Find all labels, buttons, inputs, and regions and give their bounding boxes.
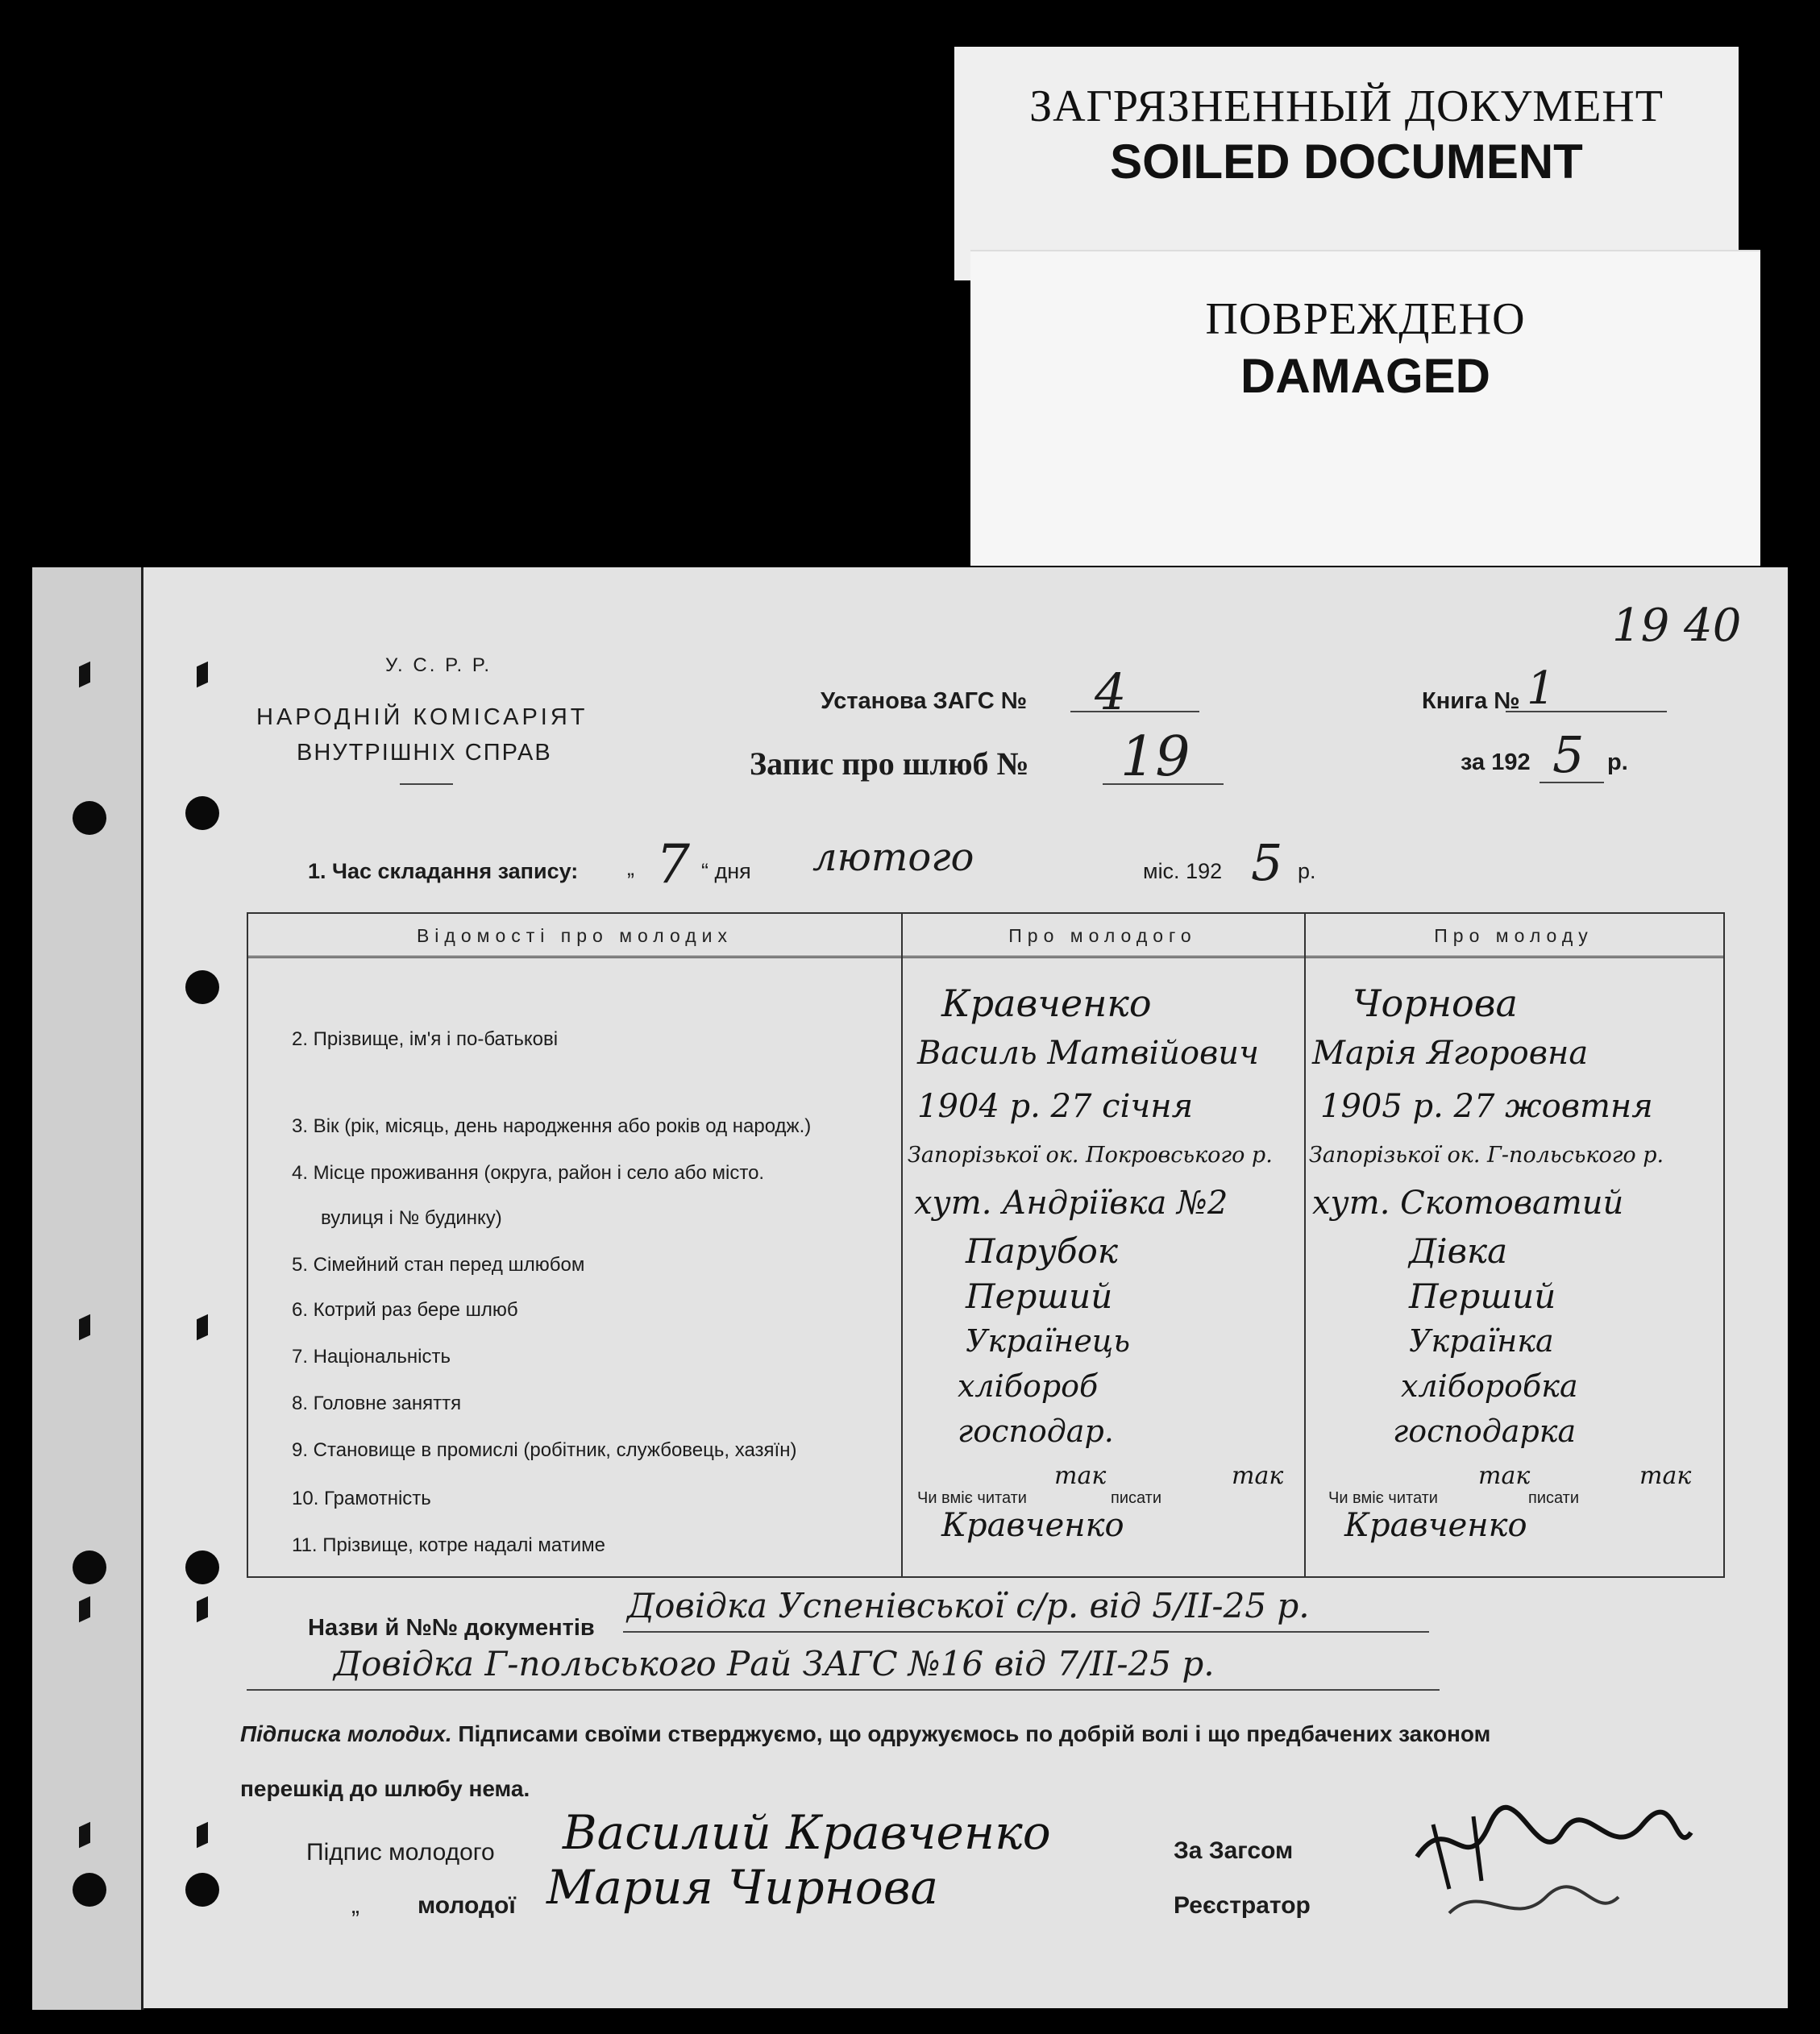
book-underline	[1506, 711, 1667, 712]
year-suffix: р.	[1607, 749, 1628, 775]
row-label-marital-status: 5. Сімейний стан перед шлюбом	[292, 1254, 585, 1276]
bride-birth: 1905 р. 27 жовтня	[1320, 1088, 1653, 1125]
table-column-rule	[901, 914, 903, 1576]
pledge-line1	[240, 1721, 1490, 1747]
punch-hole	[185, 1550, 219, 1584]
office-underline	[1070, 711, 1199, 712]
marriage-record-sheet	[143, 567, 1788, 2008]
documents-line2: Довідка Г-польського Рай ЗАГС №16 від 7/II-25 р.	[334, 1644, 1215, 1683]
row-label-name: 2. Прізвище, ім'я і по-батькові	[292, 1028, 559, 1050]
binding-nick	[197, 1314, 208, 1341]
office-label: Установа ЗАГС №	[821, 688, 1028, 714]
bride-residence-district: Запорізької ок. Г-польського р.	[1309, 1143, 1664, 1168]
punch-hole	[185, 1873, 219, 1907]
bride-residence-village: хут. Скотоватий	[1312, 1185, 1624, 1222]
punch-hole	[73, 1550, 106, 1584]
bride-signature: Мария Чирнова	[546, 1860, 939, 1915]
record-title: Запис про шлюб №	[750, 745, 1029, 782]
groom-future-surname: Кравченко	[941, 1507, 1124, 1544]
punch-hole	[73, 801, 106, 835]
zags-official-signature	[1401, 1792, 1707, 1937]
item1-label: 1. Час складання запису:	[308, 859, 579, 883]
pledge-line2: перешкід до шлюбу нема.	[240, 1776, 530, 1801]
table-header-rule	[248, 956, 1723, 958]
groom-signature-label: Підпис молодого	[306, 1839, 495, 1866]
row-label-position: 9. Становище в промислі (робітник, службовець, хазяїн)	[292, 1439, 797, 1461]
record-number: 19	[1120, 725, 1190, 789]
pledge-lead: Підписка молодих.	[240, 1721, 452, 1746]
year-prefix: за 192	[1461, 749, 1531, 775]
bride-signature-label: молодої	[418, 1892, 516, 1919]
row-label-future-surname: 11. Прізвище, котре надалі матиме	[292, 1534, 605, 1556]
bride-nationality: Українка	[1409, 1323, 1554, 1359]
zags-label: За Загсом	[1174, 1837, 1294, 1864]
item1-suffix: р.	[1298, 859, 1316, 883]
groom-nationality: Українець	[966, 1323, 1131, 1359]
record-underline	[1103, 783, 1224, 785]
groom-can-write: так	[1232, 1462, 1284, 1490]
record-year: 5	[1552, 725, 1585, 784]
item1-month-label: міс. 192	[1143, 859, 1223, 883]
year-underline	[1540, 782, 1604, 783]
groom-residence-village: хут. Андріївка №2	[914, 1185, 1228, 1222]
row-label-literacy: 10. Грамотність	[292, 1488, 431, 1509]
groom-marriage-count: Перший	[966, 1276, 1113, 1316]
record-day-year: 5	[1251, 833, 1283, 892]
row-label-occupation: 8. Головне заняття	[292, 1393, 462, 1414]
groom-can-read: так	[1054, 1462, 1107, 1490]
bride-signature-prefix: „	[351, 1892, 359, 1919]
groom-residence-district: Запорізької ок. Покровського р.	[908, 1143, 1273, 1168]
col-header-bride: Про молоду	[1434, 925, 1594, 946]
record-month: лютого	[812, 835, 974, 880]
row-label-residence-line2: вулиця і № будинку)	[321, 1207, 502, 1229]
bride-given-names: Марія Ягоровна	[1312, 1035, 1589, 1072]
row-label-residence: 4. Місце проживання (округа, район і село або місто.	[292, 1162, 765, 1184]
binding-nick	[79, 662, 90, 688]
row-label-age: 3. Вік (рік, місяць, день народження або років од народж.)	[292, 1115, 812, 1137]
record-day: 7	[656, 833, 690, 895]
soiled-document-label	[954, 47, 1739, 280]
binding-nick	[197, 1596, 208, 1623]
bride-marital-status: Дівка	[1409, 1231, 1508, 1271]
department-label: ВНУТРІШНІХ СПРАВ	[297, 740, 552, 766]
bride-occupation: хліборобка	[1401, 1368, 1578, 1404]
spouse-details-table	[247, 912, 1725, 1578]
col-header-groom: Про молодого	[1008, 925, 1197, 946]
punch-hole	[73, 1873, 106, 1907]
bride-position: господарка	[1393, 1413, 1577, 1449]
damaged-label-ru: ПОВРЕЖДЕНО	[1205, 294, 1526, 344]
header-divider	[400, 783, 453, 785]
documents-line1: Довідка Успенівської с/р. від 5/II-25 р.	[627, 1586, 1310, 1625]
soiled-label-en: SOILED DOCUMENT	[1110, 135, 1583, 189]
groom-literacy-write-label: писати	[1111, 1489, 1162, 1507]
pledge-text: Підписами своїми стверджуємо, що одружуємось по добрій волі і що предбачених законом	[458, 1721, 1491, 1746]
punch-hole	[185, 796, 219, 830]
commissariat-label: НАРОДНІЙ КОМІСАРІЯТ	[256, 704, 588, 730]
bride-literacy-read-label: Чи вміє читати	[1328, 1489, 1438, 1507]
damaged-label-en: DAMAGED	[1240, 349, 1490, 403]
binding-nick	[197, 1822, 208, 1849]
damaged-document-label	[970, 251, 1760, 566]
soiled-label-ru: ЗАГРЯЗНЕННЫЙ ДОКУМЕНТ	[1029, 81, 1664, 131]
bride-surname: Чорнова	[1353, 982, 1518, 1025]
groom-marital-status: Парубок	[966, 1231, 1118, 1271]
groom-birth: 1904 р. 27 січня	[917, 1088, 1194, 1125]
book-number: 1	[1527, 662, 1556, 715]
binding-nick	[79, 1596, 90, 1623]
registrar-label: Реєстратор	[1174, 1892, 1311, 1919]
bride-can-write: так	[1639, 1462, 1692, 1490]
documents-underline	[623, 1631, 1429, 1633]
archive-page-number: 19 40	[1612, 600, 1742, 652]
table-column-rule	[1304, 914, 1306, 1576]
col-header-info: Відомості про молодих	[416, 925, 733, 946]
item1-day-label: “ дня	[701, 859, 751, 883]
documents-underline	[247, 1689, 1440, 1691]
republic-label: У. С. Р. Р.	[385, 654, 492, 676]
row-label-nationality: 7. Національність	[292, 1346, 451, 1368]
item1-quote-open: „	[627, 856, 634, 880]
office-number: 4	[1095, 662, 1127, 721]
binding-nick	[79, 1822, 90, 1849]
book-label: Книга №	[1422, 688, 1520, 714]
binding-nick	[79, 1314, 90, 1341]
groom-signature: Василий Кравченко	[563, 1805, 1051, 1860]
groom-position: господар.	[958, 1413, 1114, 1449]
documents-label: Назви й №№ документів	[308, 1615, 595, 1641]
binding-nick	[197, 662, 208, 688]
bride-literacy-write-label: писати	[1528, 1489, 1580, 1507]
bride-future-surname: Кравченко	[1344, 1507, 1527, 1544]
groom-given-names: Василь Матвійович	[917, 1035, 1259, 1072]
binding-strip	[32, 567, 144, 2010]
bride-marriage-count: Перший	[1409, 1276, 1556, 1316]
groom-occupation: хлібороб	[958, 1368, 1099, 1404]
row-label-marriage-count: 6. Котрий раз бере шлюб	[292, 1299, 518, 1321]
punch-hole	[185, 970, 219, 1004]
bride-can-read: так	[1478, 1462, 1531, 1490]
groom-literacy-read-label: Чи вміє читати	[917, 1489, 1027, 1507]
groom-surname: Кравченко	[941, 982, 1152, 1025]
